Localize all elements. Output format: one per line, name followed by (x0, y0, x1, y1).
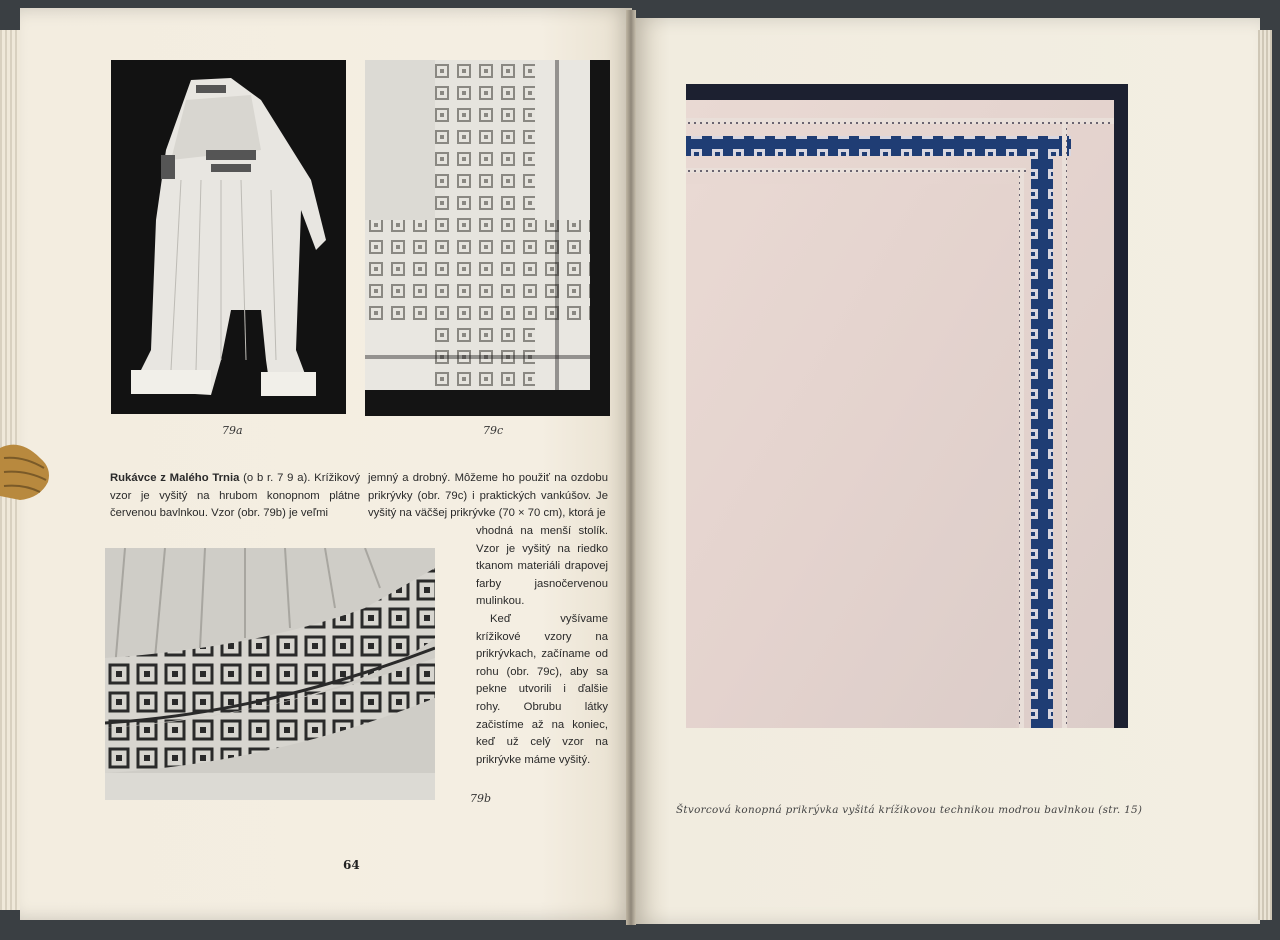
hand-holding-book (0, 438, 52, 504)
page-stack-right (1258, 30, 1272, 920)
text-column-1 (110, 470, 360, 523)
caption-79a: 79a (222, 424, 243, 437)
text-col2-para2: Keď vyšívame krížikové vzory na prikrývkach, začíname od rohu (obr. 79c), aby sa pekne utvorili i ďalšie rohy. Obrubu látky začistíme až na koniec, keď už celý vzor na prikrývke máme vyšitý. (476, 612, 608, 766)
text-lead: Rukávce z Malého Trnia (110, 472, 240, 484)
text-column-2-narrow (476, 523, 608, 769)
photo-79a-blouse (111, 60, 346, 414)
page-number: 64 (343, 858, 360, 872)
caption-79c: 79c (483, 424, 504, 437)
text-col2-narrow: vhodná na menší stolík. Vzor je vyšitý na riedko tkanom materiáli drapovej farby jasnočervenou mulinkou. (476, 525, 608, 608)
book-gutter (626, 10, 636, 925)
text-col1-body: (o b r. 7 9 a). Krížikový vzor je vyšitý na hrubom konopnom plátne červenou bavlnkou. Vzor (obr. 79b) je veľmi (110, 472, 360, 520)
photo-79c-cloth-corner (365, 60, 610, 416)
plate-blue-cross-stitch-cover (686, 84, 1128, 728)
text-col2-top: jemný a drobný. Môžeme ho použiť na ozdobu prikrývky (obr. 79c) i praktických vankúšov. Je vyšitý na väčšej prikrývke (70 × 70 cm), ktorá je (368, 472, 608, 520)
plate-caption: Štvorcová konopná prikrývka vyšitá krížikovou technikou modrou bavlnkou (str. 15) (676, 804, 1143, 816)
text-column-2-top (368, 470, 608, 523)
caption-79b: 79b (470, 792, 492, 805)
photo-79b-embroidered-hem (105, 548, 435, 800)
